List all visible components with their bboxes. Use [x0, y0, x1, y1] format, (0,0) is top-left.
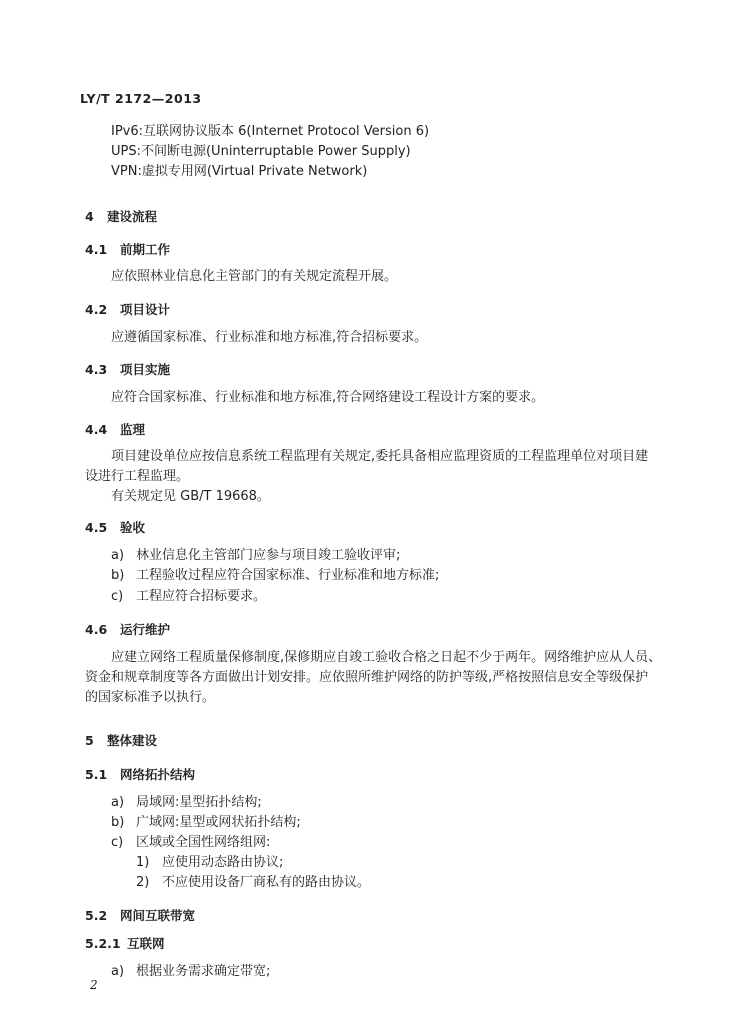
- section-4-6-body-line3: 的国家标准予以执行。: [85, 690, 216, 705]
- section-title: 网间互联带宽: [120, 908, 196, 923]
- section-title: 建设流程: [107, 209, 158, 224]
- section-title: 互联网: [127, 936, 165, 951]
- section-4-1-heading: [85, 240, 170, 258]
- list-marker: a): [111, 548, 125, 563]
- section-5-2-1-heading: [85, 934, 165, 952]
- section-4-4-body-line2: 设进行工程监理。: [85, 469, 190, 484]
- section-4-4-reference: 有关规定见 GB/T 19668。: [111, 489, 270, 504]
- list-item-text: 区域或全国性网络组网:: [136, 835, 271, 850]
- section-5-heading: [85, 731, 157, 749]
- section-4-4-heading: [85, 420, 145, 438]
- abbrev-vpn: VPN:虚拟专用网(Virtual Private Network): [111, 164, 368, 179]
- section-number: 5.2: [85, 908, 108, 923]
- list-item-text: 工程验收过程应符合国家标准、行业标准和地方标准;: [136, 568, 440, 583]
- list-marker: a): [111, 964, 125, 979]
- section-title: 监理: [120, 422, 146, 437]
- list-marker: a): [111, 795, 125, 810]
- section-title: 网络拓扑结构: [120, 767, 196, 782]
- section-number: 4.6: [85, 622, 108, 637]
- section-number: 4.1: [85, 242, 108, 257]
- section-4-1-body: 应依照林业信息化主管部门的有关规定流程开展。: [111, 269, 398, 284]
- section-4-5-heading: [85, 518, 145, 536]
- section-number: 5.1: [85, 767, 108, 782]
- section-title: 验收: [120, 520, 146, 535]
- abbrev-ups: UPS:不间断电源(Uninterruptable Power Supply): [111, 144, 411, 159]
- list-item-text: 林业信息化主管部门应参与项目竣工验收评审;: [136, 548, 401, 563]
- section-4-2-heading: [85, 300, 170, 318]
- section-4-heading: [85, 207, 157, 225]
- list-marker: c): [111, 589, 124, 604]
- list-marker: 1): [136, 855, 150, 870]
- list-marker: c): [111, 835, 124, 850]
- page-number: 2: [90, 978, 98, 992]
- sub-list-item: [136, 873, 370, 893]
- list-marker: b): [111, 815, 125, 830]
- section-5-1-heading: [85, 765, 195, 783]
- section-5-2-heading: [85, 906, 195, 924]
- section-4-4-body-line1: 项目建设单位应按信息系统工程监理有关规定,委托具备相应监理资质的工程监理单位对项目建: [111, 449, 649, 464]
- section-title: 整体建设: [107, 733, 158, 748]
- section-title: 项目设计: [120, 302, 171, 317]
- section-number: 5.2.1: [85, 936, 121, 951]
- section-number: 4.4: [85, 422, 108, 437]
- list-marker: 2): [136, 875, 150, 890]
- list-item: [111, 813, 301, 833]
- list-item-text: 局域网:星型拓扑结构;: [136, 795, 262, 810]
- list-item-text: 应使用动态路由协议;: [162, 855, 284, 870]
- list-item: [111, 793, 262, 813]
- section-number: 5: [85, 733, 94, 748]
- abbrev-ipv6: IPv6:互联网协议版本 6(Internet Protocol Version 6): [111, 124, 430, 139]
- section-title: 运行维护: [120, 622, 171, 637]
- document-id: LY/T 2172—2013: [80, 91, 202, 106]
- list-item: [111, 587, 266, 607]
- section-4-6-body-line2: 资金和规章制度等各方面做出计划安排。应依照所维护网络的防护等级,严格按照信息安全等级保护: [85, 670, 649, 685]
- list-item: [111, 962, 270, 982]
- list-item: [111, 833, 270, 853]
- list-item-text: 工程应符合招标要求。: [136, 589, 267, 604]
- list-item: [111, 546, 400, 566]
- section-title: 前期工作: [120, 242, 171, 257]
- section-number: 4.3: [85, 362, 108, 377]
- section-4-3-body: 应符合国家标准、行业标准和地方标准,符合网络建设工程设计方案的要求。: [111, 390, 545, 405]
- list-item-text: 广域网:星型或网状拓扑结构;: [136, 815, 301, 830]
- section-title: 项目实施: [120, 362, 171, 377]
- section-4-2-body: 应遵循国家标准、行业标准和地方标准,符合招标要求。: [111, 330, 428, 345]
- sub-list-item: [136, 853, 283, 873]
- list-item-text: 根据业务需求确定带宽;: [136, 964, 271, 979]
- section-number: 4.2: [85, 302, 108, 317]
- list-marker: b): [111, 568, 125, 583]
- list-item: [111, 566, 439, 586]
- list-item-text: 不应使用设备厂商私有的路由协议。: [162, 875, 371, 890]
- section-4-3-heading: [85, 360, 170, 378]
- section-number: 4: [85, 209, 94, 224]
- section-4-6-body-line1: 应建立网络工程质量保修制度,保修期应自竣工验收合格之日起不少于两年。网络维护应从人员、: [111, 650, 662, 665]
- section-4-6-heading: [85, 620, 170, 638]
- section-number: 4.5: [85, 520, 108, 535]
